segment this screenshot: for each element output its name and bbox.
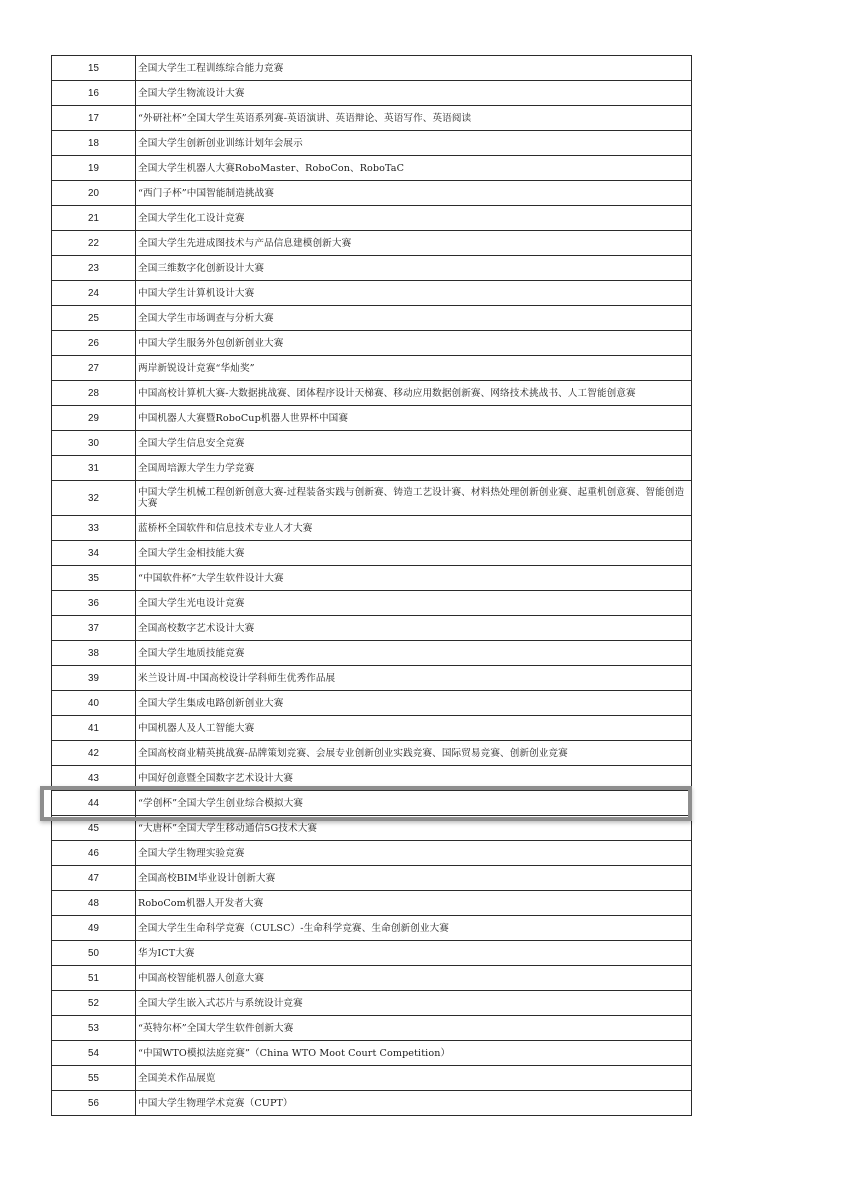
row-number-cell: 49 [52,916,136,941]
competition-name-cell: 全国周培源大学生力学竞赛 [136,456,692,481]
row-number-cell: 40 [52,691,136,716]
table-row [52,666,692,691]
competition-name-cell: “大唐杯”全国大学生移动通信5G技术大赛 [136,816,692,841]
row-number-cell: 15 [52,56,136,81]
row-number-cell: 53 [52,1016,136,1041]
table-row [52,891,692,916]
competition-name-cell: 全国大学生市场调查与分析大赛 [136,306,692,331]
competition-name-cell: 中国高校智能机器人创意大赛 [136,966,692,991]
competition-name-cell: 全国大学生工程训练综合能力竞赛 [136,56,692,81]
table-row [52,716,692,741]
row-44-highlight-box [40,786,692,821]
table-row [52,356,692,381]
row-number-cell: 19 [52,156,136,181]
competition-name-cell: 全国大学生生命科学竞赛（CULSC）-生命科学竞赛、生命创新创业大赛 [136,916,692,941]
table-row [52,991,692,1016]
competition-name-cell: 蓝桥杯全国软件和信息技术专业人才大赛 [136,516,692,541]
row-number-cell: 21 [52,206,136,231]
competition-name-cell: 中国大学生计算机设计大赛 [136,281,692,306]
competition-name-cell: “中国WTO模拟法庭竞赛”（China WTO Moot Court Competition） [136,1041,692,1066]
competition-name-cell: 米兰设计周-中国高校设计学科师生优秀作品展 [136,666,692,691]
row-number-cell: 34 [52,541,136,566]
row-number-cell: 30 [52,431,136,456]
row-number-cell: 23 [52,256,136,281]
table-row [52,1041,692,1066]
row-number-cell: 35 [52,566,136,591]
competition-name-cell: RoboCom机器人开发者大赛 [136,891,692,916]
row-number-cell: 43 [52,766,136,791]
table-row [52,331,692,356]
table-row [52,106,692,131]
competition-name-cell: 全国大学生化工设计竞赛 [136,206,692,231]
table-row [52,156,692,181]
row-number-cell: 39 [52,666,136,691]
row-number-cell: 18 [52,131,136,156]
table-row [52,1016,692,1041]
row-number-cell: 28 [52,381,136,406]
table-row [52,516,692,541]
row-number-cell: 25 [52,306,136,331]
row-number-cell: 32 [52,481,136,516]
row-number-cell: 52 [52,991,136,1016]
table-row [52,566,692,591]
row-number-cell: 51 [52,966,136,991]
competition-name-cell: “中国软件杯”大学生软件设计大赛 [136,566,692,591]
table-row [52,691,692,716]
row-number-cell: 44 [52,791,136,816]
row-number-cell: 27 [52,356,136,381]
table-row [52,741,692,766]
row-number-cell: 22 [52,231,136,256]
row-number-cell: 38 [52,641,136,666]
competition-name-cell: 全国大学生光电设计竞赛 [136,591,692,616]
competition-name-cell: 中国大学生物理学术竞赛（CUPT） [136,1091,692,1116]
competition-name-cell: “学创杯”全国大学生创业综合模拟大赛 [136,791,692,816]
row-number-cell: 37 [52,616,136,641]
competition-name-cell: 全国大学生集成电路创新创业大赛 [136,691,692,716]
table-row [52,206,692,231]
competition-name-cell: 全国大学生物流设计大赛 [136,81,692,106]
table-row [52,306,692,331]
competition-name-cell: 全国大学生先进成图技术与产品信息建模创新大赛 [136,231,692,256]
row-number-cell: 55 [52,1066,136,1091]
row-number-cell: 31 [52,456,136,481]
table-row [52,431,692,456]
table-row [52,541,692,566]
table-row [52,866,692,891]
competition-name-cell: 全国高校商业精英挑战赛-品牌策划竞赛、会展专业创新创业实践竞赛、国际贸易竞赛、创新创业竞赛 [136,741,692,766]
table-row [52,456,692,481]
competition-name-cell: “外研社杯”全国大学生英语系列赛-英语演讲、英语辩论、英语写作、英语阅读 [136,106,692,131]
competition-name-cell: “英特尔杯”全国大学生软件创新大赛 [136,1016,692,1041]
competition-name-cell: 中国好创意暨全国数字艺术设计大赛 [136,766,692,791]
competition-name-cell: 全国大学生信息安全竞赛 [136,431,692,456]
table-row [52,841,692,866]
competition-name-cell: 全国高校BIM毕业设计创新大赛 [136,866,692,891]
row-number-cell: 24 [52,281,136,306]
competition-table-body [52,56,692,1116]
competition-name-cell: 全国大学生金相技能大赛 [136,541,692,566]
table-row [52,81,692,106]
competition-name-cell: 全国大学生机器人大赛RoboMaster、RoboCon、RoboTaC [136,156,692,181]
competition-name-cell: 中国大学生服务外包创新创业大赛 [136,331,692,356]
table-row [52,641,692,666]
competition-name-cell: “西门子杯”中国智能制造挑战赛 [136,181,692,206]
row-number-cell: 20 [52,181,136,206]
competition-name-cell: 全国三维数字化创新设计大赛 [136,256,692,281]
row-number-cell: 56 [52,1091,136,1116]
row-number-cell: 17 [52,106,136,131]
table-row [52,591,692,616]
competition-name-cell: 全国大学生地质技能竞赛 [136,641,692,666]
competition-name-cell: 中国大学生机械工程创新创意大赛-过程装备实践与创新赛、铸造工艺设计赛、材料热处理创新创业赛、起重机创意赛、智能创造大赛 [136,481,692,516]
table-row [52,616,692,641]
row-number-cell: 42 [52,741,136,766]
table-row [52,231,692,256]
row-number-cell: 36 [52,591,136,616]
row-number-cell: 45 [52,816,136,841]
competition-name-cell: 全国美术作品展览 [136,1066,692,1091]
table-row [52,281,692,306]
competition-name-cell: 全国大学生物理实验竞赛 [136,841,692,866]
table-row [52,1066,692,1091]
row-number-cell: 48 [52,891,136,916]
competition-name-cell: 中国机器人大赛暨RoboCup机器人世界杯中国赛 [136,406,692,431]
row-number-cell: 41 [52,716,136,741]
table-row [52,256,692,281]
competition-name-cell: 全国大学生嵌入式芯片与系统设计竞赛 [136,991,692,1016]
table-row [52,916,692,941]
table-row [52,56,692,81]
row-number-cell: 29 [52,406,136,431]
table-row [52,941,692,966]
competition-table [51,55,692,1116]
row-number-cell: 26 [52,331,136,356]
competition-name-cell: 两岸新锐设计竞赛“华灿奖” [136,356,692,381]
row-number-cell: 50 [52,941,136,966]
row-number-cell: 54 [52,1041,136,1066]
competition-name-cell: 华为ICT大赛 [136,941,692,966]
table-row [52,131,692,156]
table-row [52,181,692,206]
table-row [52,966,692,991]
row-number-cell: 47 [52,866,136,891]
competition-name-cell: 中国高校计算机大赛-大数据挑战赛、团体程序设计天梯赛、移动应用数据创新赛、网络技术挑战书、人工智能创意赛 [136,381,692,406]
table-row [52,381,692,406]
table-row [52,481,692,516]
table-row [52,406,692,431]
competition-name-cell: 全国高校数字艺术设计大赛 [136,616,692,641]
competition-name-cell: 全国大学生创新创业训练计划年会展示 [136,131,692,156]
row-number-cell: 33 [52,516,136,541]
competition-name-cell: 中国机器人及人工智能大赛 [136,716,692,741]
row-number-cell: 46 [52,841,136,866]
table-row [52,1091,692,1116]
row-number-cell: 16 [52,81,136,106]
